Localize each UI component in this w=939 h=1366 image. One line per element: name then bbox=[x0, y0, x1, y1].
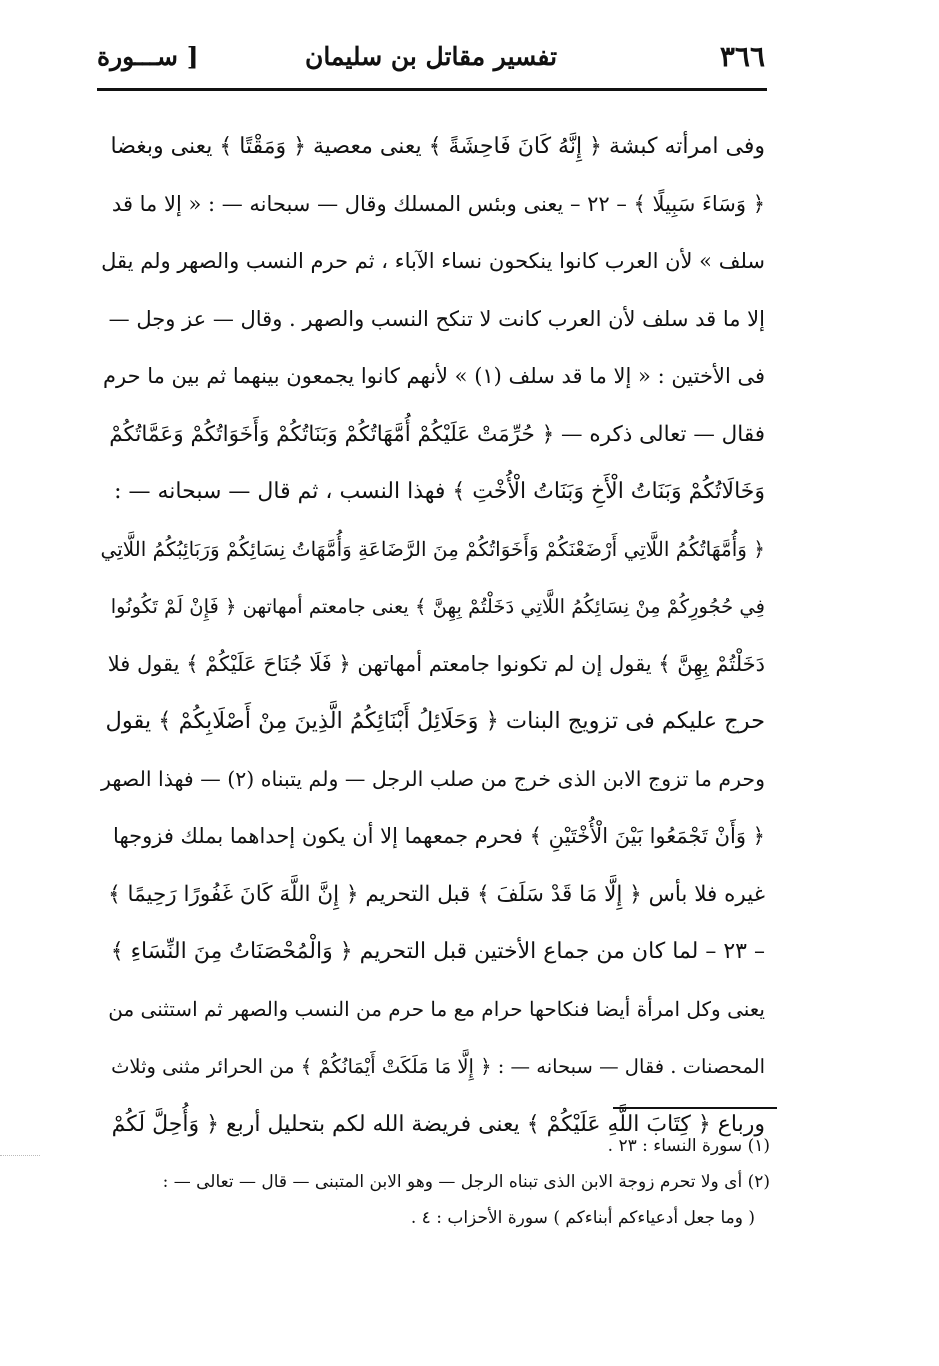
body-line: فى الأختين : « إلا ما قد سلف (١) » لأنهم كانوا يجمعون بينهما ثم بين ما حرم bbox=[102, 364, 765, 388]
body-line: إلا ما قد سلف لأن العرب كانت لا تنكح النسب والصهر . وقال — عز وجل — bbox=[108, 306, 765, 331]
body-line: ﴿ وَسَاءَ سَبِيلًا ﴾ – ٢٢ – يعنى وبئس المسلك وقال — سبحانه — : « إلا ما قد bbox=[111, 191, 765, 216]
body-line: دَخَلْتُمْ بِهِنَّ ﴾ يقول إن لم تكونوا جامعتم أمهاتهن ﴿ فَلَا جُنَاحَ عَلَيْكُمْ ﴾ يقول فلا bbox=[107, 651, 765, 676]
footnotes bbox=[100, 1128, 770, 1236]
body-line: ورباع ﴿ كِتَابَ اللَّهِ عَلَيْكُمْ ﴾ يعنى فريضة الله لكم بتحليل أربع ﴿ وَأُحِلَّ لَكُمْ bbox=[111, 1111, 765, 1137]
page-number: ٣٦٦ bbox=[719, 40, 765, 73]
book-title: تفسير مقاتل بن سليمان bbox=[304, 42, 558, 71]
body-line: سلف » لأن العرب كانوا ينكحون نساء الآباء ، ثم حرم النسب والصهر ولم يقل bbox=[101, 249, 765, 273]
body-line: فقال — تعالى ذكره — ﴿ حُرِّمَتْ عَلَيْكُمْ أُمَّهَاتُكُمْ وَبَنَاتُكُمْ وَأَخَوَاتُكُمْ وَعَمَّاتُكُمْ bbox=[109, 421, 765, 447]
body-line: ﴿ وَأُمَّهَاتُكُمُ اللَّاتِي أَرْضَعْنَكُمْ وَأَخَوَاتُكُمْ مِنَ الرَّضَاعَةِ وَأُمَّهَاتُ نِسَائِكُمْ وَرَبَائِبُكُمُ اللَّاتِي bbox=[100, 536, 765, 561]
body-line: – ٢٣ – لما كان من جماع الأختين قبل التحريم ﴿ وَالْمُحْصَنَاتُ مِنَ النِّسَاءِ ﴾ bbox=[110, 939, 765, 964]
footnote-2-continuation: ( وما جعل أدعياءكم أبناءكم ) سورة الأحزاب : ٤ . bbox=[410, 1208, 755, 1228]
body-line: وحرم ما تزوج الابن الذى خرج من صلب الرجل — ولم يتبناه (٢) — فهذا الصهر bbox=[101, 766, 765, 791]
surah-label: [ ســـورة bbox=[97, 42, 199, 71]
page-header bbox=[97, 40, 765, 84]
footnote-1: (١) سورة النساء : ٢٣ . bbox=[607, 1136, 770, 1156]
body-line: المحصنات . فقال — سبحانه — : ﴿ إِلَّا مَا مَلَكَتْ أَيْمَانُكُمْ ﴾ من الحرائر مثنى وثلاث bbox=[111, 1055, 765, 1078]
scan-edge-mark bbox=[0, 1155, 40, 1156]
tafsir-body bbox=[100, 118, 765, 1153]
body-line: غيره فلا بأس ﴿ إِلَّا مَا قَدْ سَلَفَ ﴾ قبل التحريم ﴿ إِنَّ اللَّهَ كَانَ غَفُورًا رَحِيمًا ﴾ bbox=[108, 881, 765, 907]
footnote-divider bbox=[613, 1107, 777, 1109]
header-divider bbox=[97, 88, 767, 91]
footnote-2: (٢) أى ولا تحرم زوجة الابن الذى تبناه الرجل — وهو الابن المتبنى — قال — تعالى — : bbox=[162, 1172, 770, 1192]
body-line: يعنى وكل امرأة أيضا فنكاحها حرام مع ما حرم من النسب والصهر ثم استثنى من bbox=[108, 996, 765, 1021]
body-line: حرج عليكم فى تزويج البنات ﴿ وَحَلَائِلُ أَبْنَائِكُمُ الَّذِينَ مِنْ أَصْلَابِكُمْ ﴾ يقول bbox=[105, 708, 765, 734]
body-line: وفى امرأته كبشة ﴿ إِنَّهُ كَانَ فَاحِشَةً ﴾ يعنى معصية ﴿ وَمَقْتًا ﴾ يعنى وبغضا bbox=[110, 134, 765, 159]
body-line: ﴿ وَأَنْ تَجْمَعُوا بَيْنَ الْأُخْتَيْنِ ﴾ فحرم جمعهما إلا أن يكون إحداهما بملك فزوجها bbox=[113, 824, 765, 848]
body-line: فِي حُجُورِكُمْ مِنْ نِسَائِكُمُ اللَّاتِي دَخَلْتُمْ بِهِنَّ ﴾ يعنى جامعتم أمهاتهن ﴿ فَإِنْ لَمْ تَكُونُوا bbox=[110, 595, 765, 618]
body-line: وَخَالَاتُكُمْ وَبَنَاتُ الْأَخِ وَبَنَاتُ الْأُخْتِ ﴾ فهذا النسب ، ثم قال — سبحانه — : bbox=[114, 479, 765, 504]
